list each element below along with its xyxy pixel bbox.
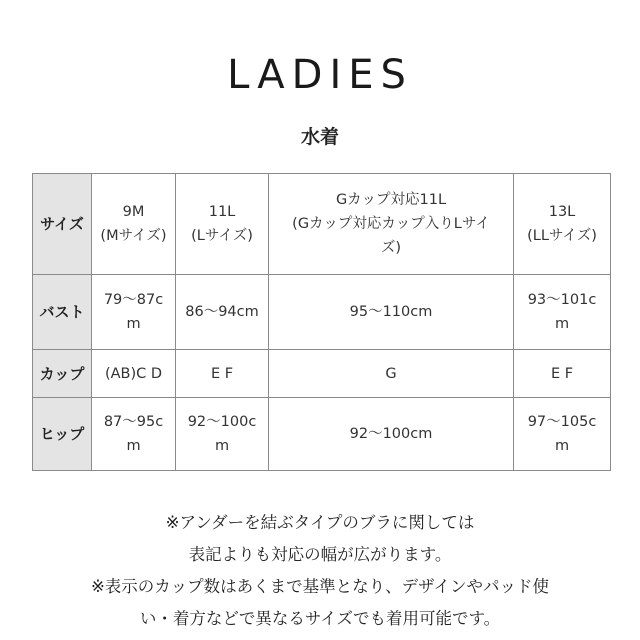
row-label-bust: バスト — [33, 275, 92, 350]
table-row-cup — [33, 350, 611, 398]
row-label-size: サイズ — [33, 174, 92, 275]
table-cell: 97〜105c m — [514, 398, 611, 471]
table-cell: (AB)C D — [92, 350, 176, 398]
table-row-bust — [33, 275, 611, 350]
row-label-cup: カップ — [33, 350, 92, 398]
col-header-13l: 13L (LLサイズ) — [514, 174, 611, 275]
size-chart-table — [32, 173, 611, 471]
col-header-9m: 9M (Mサイズ) — [92, 174, 176, 275]
table-cell: 95〜110cm — [269, 275, 514, 350]
page-subtitle: 水着 — [300, 126, 339, 148]
note-line: ※アンダーを結ぶタイプのブラに関しては — [165, 513, 475, 532]
table-header-row — [33, 174, 611, 275]
page-title: LADIES — [227, 52, 413, 98]
note-line: ※表示のカップ数はあくまで基準となり、デザインやパッド使 — [90, 577, 549, 596]
table-cell: 92〜100c m — [176, 398, 269, 471]
table-cell: 92〜100cm — [269, 398, 514, 471]
note-line: 表記よりも対応の幅が広がります。 — [188, 545, 452, 564]
note-line: い・着方などで異なるサイズでも着用可能です。 — [139, 609, 501, 628]
table-cell: 86〜94cm — [176, 275, 269, 350]
table-cell: 93〜101c m — [514, 275, 611, 350]
row-label-hip: ヒップ — [33, 398, 92, 471]
table-cell: 87〜95c m — [92, 398, 176, 471]
table-cell: E F — [176, 350, 269, 398]
table-cell: G — [269, 350, 514, 398]
table-cell: 79〜87c m — [92, 275, 176, 350]
col-header-11l: 11L (Lサイズ) — [176, 174, 269, 275]
table-row-hip — [33, 398, 611, 471]
notes — [30, 507, 610, 635]
col-header-g-11l: Gカップ対応11L (Gカップ対応カップ入りLサイ ズ) — [269, 174, 514, 275]
table-cell: E F — [514, 350, 611, 398]
